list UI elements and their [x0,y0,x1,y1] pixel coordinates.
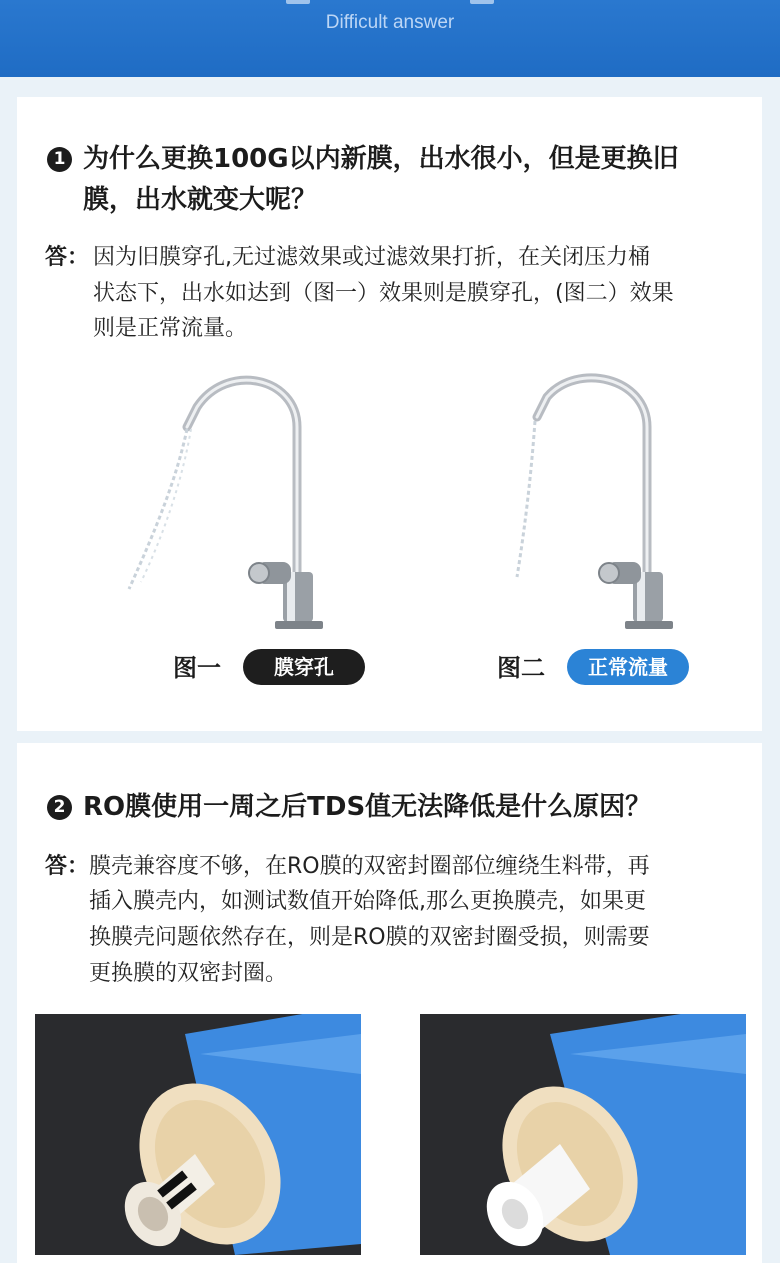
figure-tag-normal: 正常流量 [567,649,689,685]
membrane-photo-with-orings [35,1014,361,1255]
figure-label: 图一 [173,654,221,682]
answer-line: 则是正常流量。 [93,316,248,341]
figure-tag-perforated: 膜穿孔 [243,649,365,685]
faucet-image-perforated [117,367,357,637]
faucet-image-normal [487,367,727,637]
answer-line: 换膜壳问题依然存在，则是RO膜的双密封圈受损，则需要 [89,925,650,950]
header-banner [0,0,780,77]
answer-line: 膜壳兼容度不够，在RO膜的双密封圈部位缠绕生料带，再 [89,854,650,879]
answer-label: 答： [45,854,90,879]
question-number: 2 [47,795,72,820]
answer-line: 状态下，出水如达到（图一）效果则是膜穿孔，(图二）效果 [93,281,674,306]
question-title-line: 膜，出水就变大呢？ [83,185,318,215]
question-number: 1 [47,147,72,172]
title-fragment [470,0,494,4]
faq-card-1 [17,97,762,731]
figure-label: 图二 [497,654,545,682]
question-title-line: 为什么更换100G以内新膜，出水很小，但是更换旧 [83,144,679,174]
title-fragment [286,0,310,4]
answer-line: 因为旧膜穿孔,无过滤效果或过滤效果打折，在关闭压力桶 [93,245,650,270]
answer-line: 插入膜壳内，如测试数值开始降低,那么更换膜壳，如果更 [89,889,646,914]
question-title-line: RO膜使用一周之后TDS值无法降低是什么原因？ [83,792,652,822]
answer-label: 答： [45,245,90,270]
header-subtitle: Difficult answer [325,12,455,33]
membrane-photo-with-tape [420,1014,746,1255]
answer-line: 更换膜的双密封圈。 [89,961,288,986]
